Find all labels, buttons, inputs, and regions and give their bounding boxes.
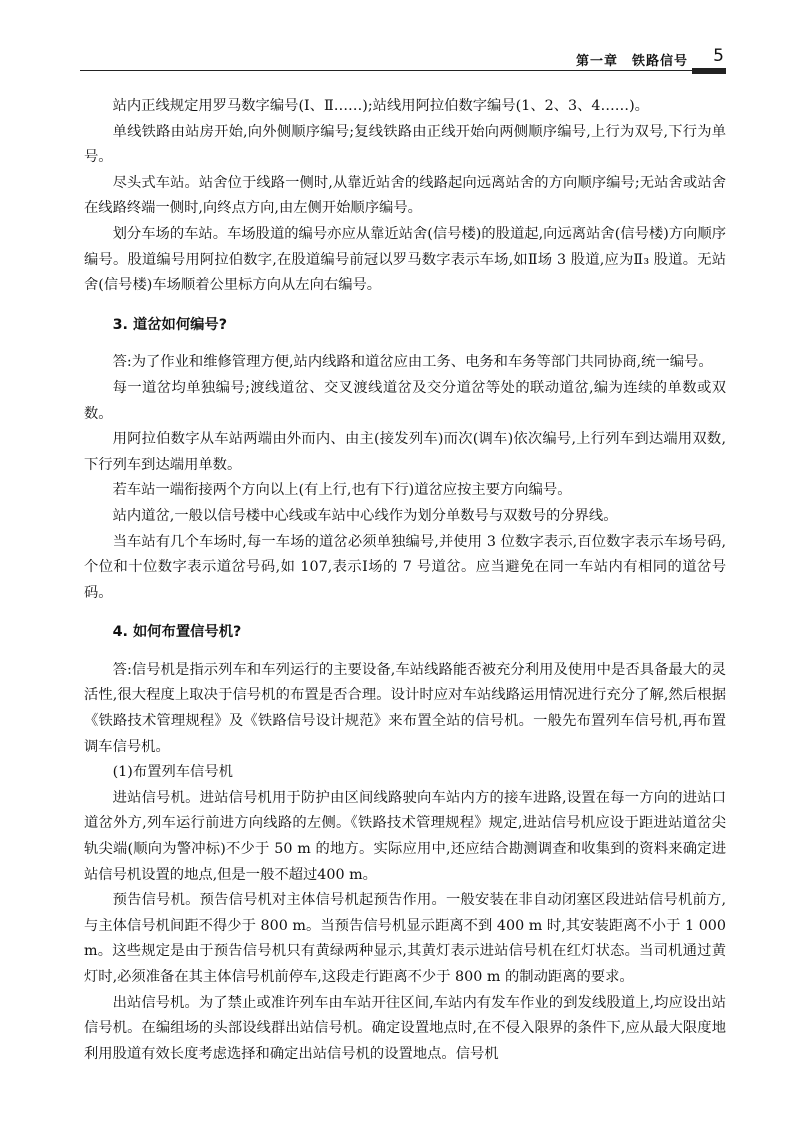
paragraph: 每一道岔均单独编号;渡线道岔、交叉渡线道岔及交分道岔等处的联动道岔,编为连续的单数或双数。 bbox=[84, 379, 726, 422]
paragraph: 用阿拉伯数字从车站两端由外而内、由主(接发列车)而次(调车)依次编号,上行列车到达端用双数,下行列车到达端用单数。 bbox=[84, 431, 726, 473]
paragraph: 答:为了作业和维修管理方便,站内线路和道岔应由工务、电务和车务等部门共同协商,统一编号。 bbox=[112, 354, 713, 371]
paragraph: 预告信号机。预告信号机对主体信号机起预告作用。一般安装在非自动闭塞区段进站信号机前方,与主体信号机间距不得少于 800 m。当预告信号机显示距离不到 400 m 时,其安装距离不小于 1 000 m。这些规定是由于预告信号机只有黄绿两种显示,其黄灯表示进站信号机在红灯状态。当司机通过黄灯时,必须准备在其主体信号机前停车,这段走行距离不少于 800 m 的制动距离的要求。 bbox=[84, 892, 726, 985]
paragraph: 进站信号机。进站信号机用于防护由区间线路驶向车站内方的接车进路,设置在每一方向的进站口道岔外方,列车运行前进方向线路的左侧。《铁路技术管理规程》规定,进站信号机应设于距进站道岔尖轨尖端(顺向为警冲标)不少于 50 m 的地方。实际应用中,还应结合勘测调查和收集到的资料来确定进站信号机设置的地点,但是一般不超过400 m。 bbox=[84, 789, 726, 883]
paragraph: 站内道岔,一般以信号楼中心线或车站中心线作为划分单数号与双数号的分界线。 bbox=[112, 507, 618, 524]
body-text bbox=[84, 94, 726, 1067]
paragraph: 出站信号机。为了禁止或准许列车由车站开往区间,车站内有发车作业的到发线股道上,均应设出站信号机。在编组场的头部设线群出站信号机。确定设置地点时,在不侵入限界的条件下,应从最大限度地利用股道有效长度考虑选择和确定出站信号机的设置地点。信号机 bbox=[84, 994, 726, 1062]
paragraph: 站内正线规定用罗马数字编号(Ⅰ、Ⅱ……);站线用阿拉伯数字编号(1、2、3、4……)。 bbox=[112, 98, 649, 114]
header-rule bbox=[80, 70, 692, 71]
section-heading: 4. 如何布置信号机? bbox=[112, 624, 242, 641]
header-rule-accent bbox=[692, 68, 726, 74]
paragraph: 单线铁路由站房开始,向外侧顺序编号;复线铁路由正线开始向两侧顺序编号,上行为双号,下行为单号。 bbox=[84, 123, 726, 166]
paragraph: 若车站一端衔接两个方向以上(有上行,也有下行)道岔应按主要方向编号。 bbox=[112, 482, 572, 499]
section-heading: 3. 道岔如何编号? bbox=[112, 316, 228, 333]
paragraph: 答:信号机是指示列车和车列运行的主要设备,车站线路能否被充分利用及使用中是否具备最大的灵活性,很大程度上取决于信号机的布置是否合理。设计时应对车站线路运用情况进行充分了解,然后根据《铁路技术管理规程》及《铁路信号设计规范》来布置全站的信号机。一般先布置列车信号机,再布置调车信号机。 bbox=[84, 661, 726, 755]
page-number: 5 bbox=[713, 46, 724, 66]
page-header bbox=[80, 46, 726, 74]
chapter-title: 第一章 铁路信号 bbox=[575, 54, 688, 69]
paragraph: 尽头式车站。站舍位于线路一侧时,从靠近站舍的线路起向远离站舍的方向顺序编号;无站舍或站舍在线路终端一侧时,向终点方向,由左侧开始顺序编号。 bbox=[84, 174, 726, 217]
paragraph: (1)布置列车信号机 bbox=[112, 764, 233, 781]
paragraph: 当车站有几个车场时,每一车场的道岔必须单独编号,并使用 3 位数字表示,百位数字表示车场号码,个位和十位数字表示道岔号码,如 107,表示Ⅰ场的 7 号道岔。应当避免在同一车站内有相同的道岔号码。 bbox=[84, 533, 726, 601]
paragraph: 划分车场的车站。车场股道的编号亦应从靠近站舍(信号楼)的股道起,向远离站舍(信号楼)方向顺序编号。股道编号用阿拉伯数字,在股道编号前冠以罗马数字表示车场,如Ⅱ场 3 股道,应为Ⅱ₃ 股道。无站舍(信号楼)车场顺着公里标方向从左向右编号。 bbox=[84, 225, 726, 294]
